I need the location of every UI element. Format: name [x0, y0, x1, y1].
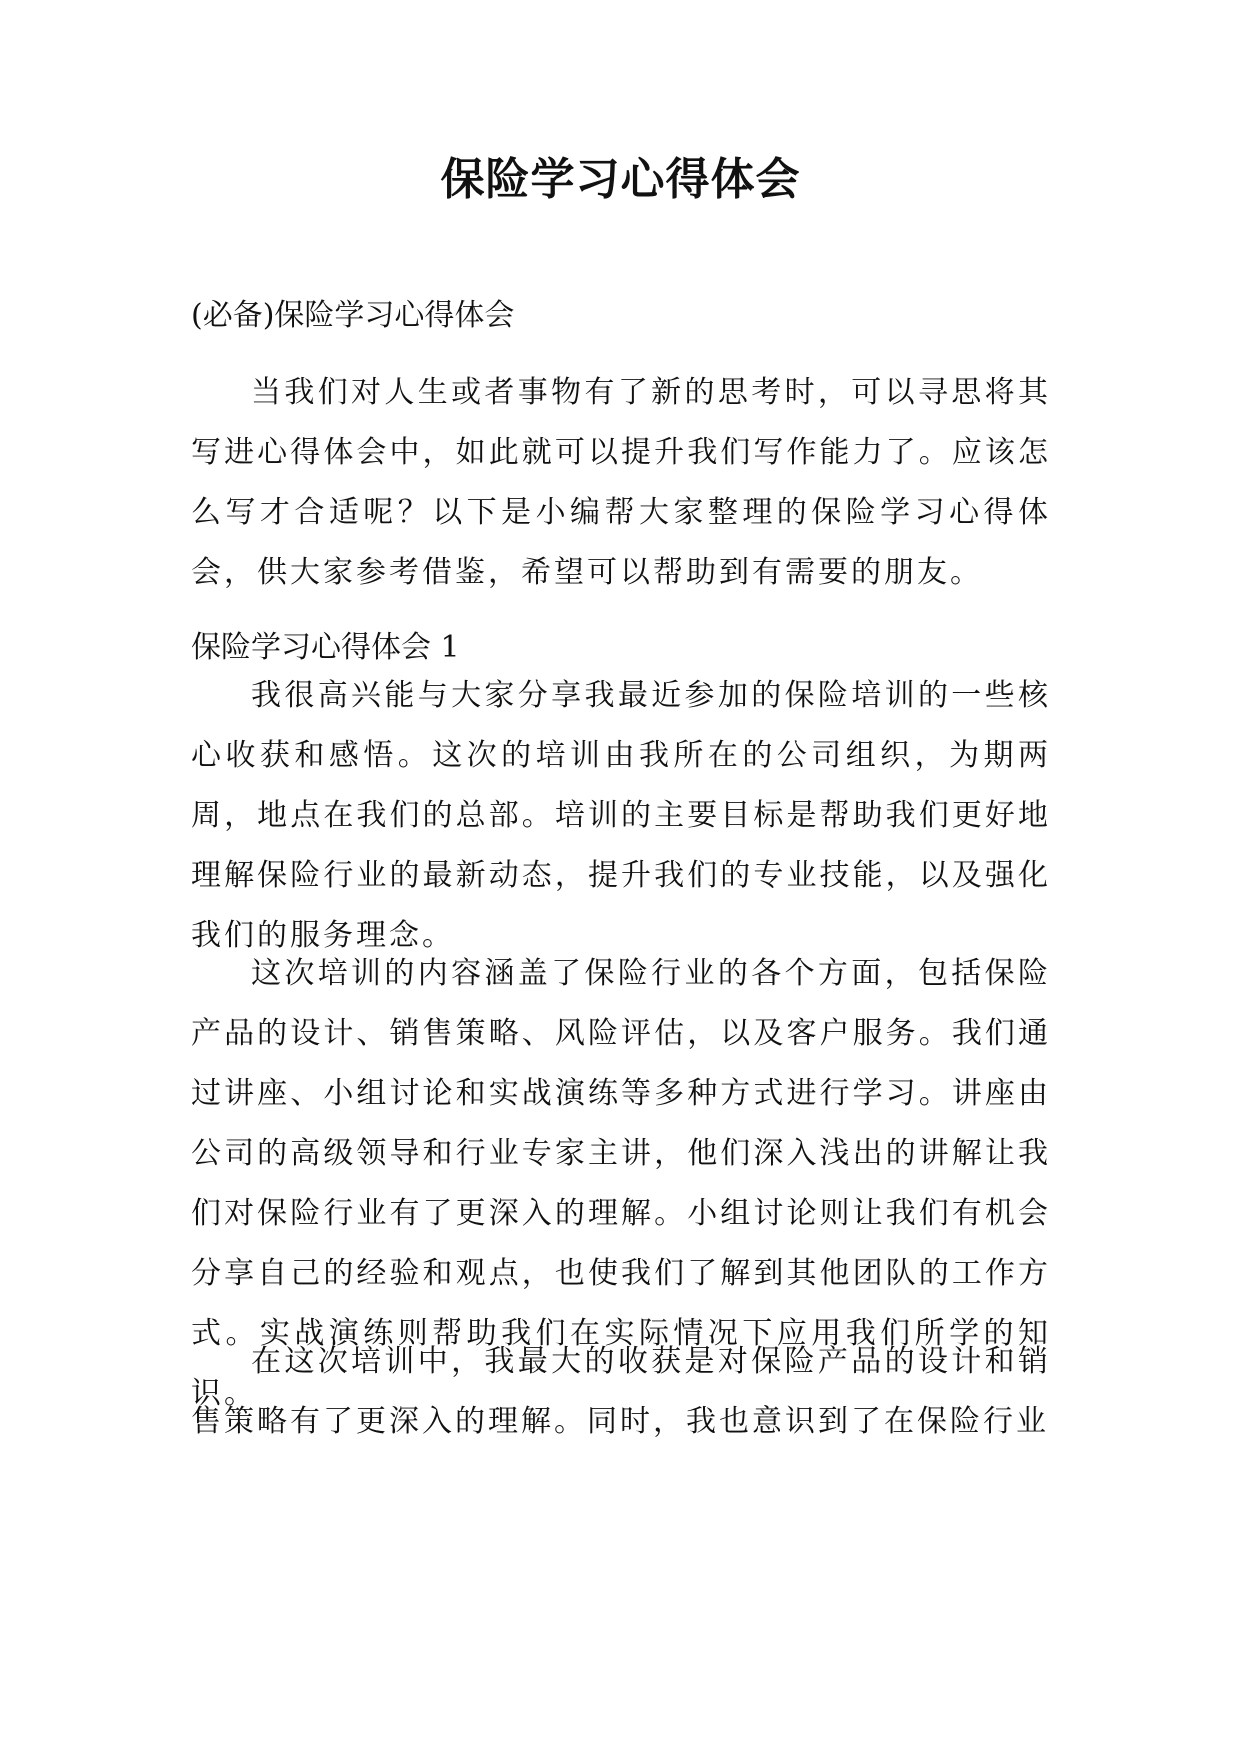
- body-paragraph-1: 我很高兴能与大家分享我最近参加的保险培训的一些核心收获和感悟。这次的培训由我所在的公司组织，为期两周，地点在我们的总部。培训的主要目标是帮助我们更好地理解保险行业的最新动态，提升我们的专业技能，以及强化我们的服务理念。: [191, 678, 1051, 953]
- document-subtitle: (必备)保险学习心得体会: [191, 298, 515, 333]
- intro-paragraph: 当我们对人生或者事物有了新的思考时，可以寻思将其写进心得体会中，如此就可以提升我们写作能力了。应该怎么写才合适呢？以下是小编帮大家整理的保险学习心得体会，供大家参考借鉴，希望可以帮助到有需要的朋友。: [191, 375, 1051, 590]
- document-title: 保险学习心得体会: [440, 154, 801, 205]
- body-paragraph-2: 这次培训的内容涵盖了保险行业的各个方面，包括保险产品的设计、销售策略、风险评估，以及客户服务。我们通过讲座、小组讨论和实战演练等多种方式进行学习。讲座由公司的高级领导和行业专家主讲，他们深入浅出的讲解让我们对保险行业有了更深入的理解。小组讨论则让我们有机会分享自己的经验和观点，也使我们了解到其他团队的工作方式。实战演练则帮助我们在实际情况下应用我们所学的知识。: [191, 956, 1051, 1411]
- body-paragraph-3: 在这次培训中，我最大的收获是对保险产品的设计和销售策略有了更深入的理解。同时，我也意识到了在保险行业: [191, 1344, 1051, 1439]
- section-heading: 保险学习心得体会 1: [191, 630, 460, 665]
